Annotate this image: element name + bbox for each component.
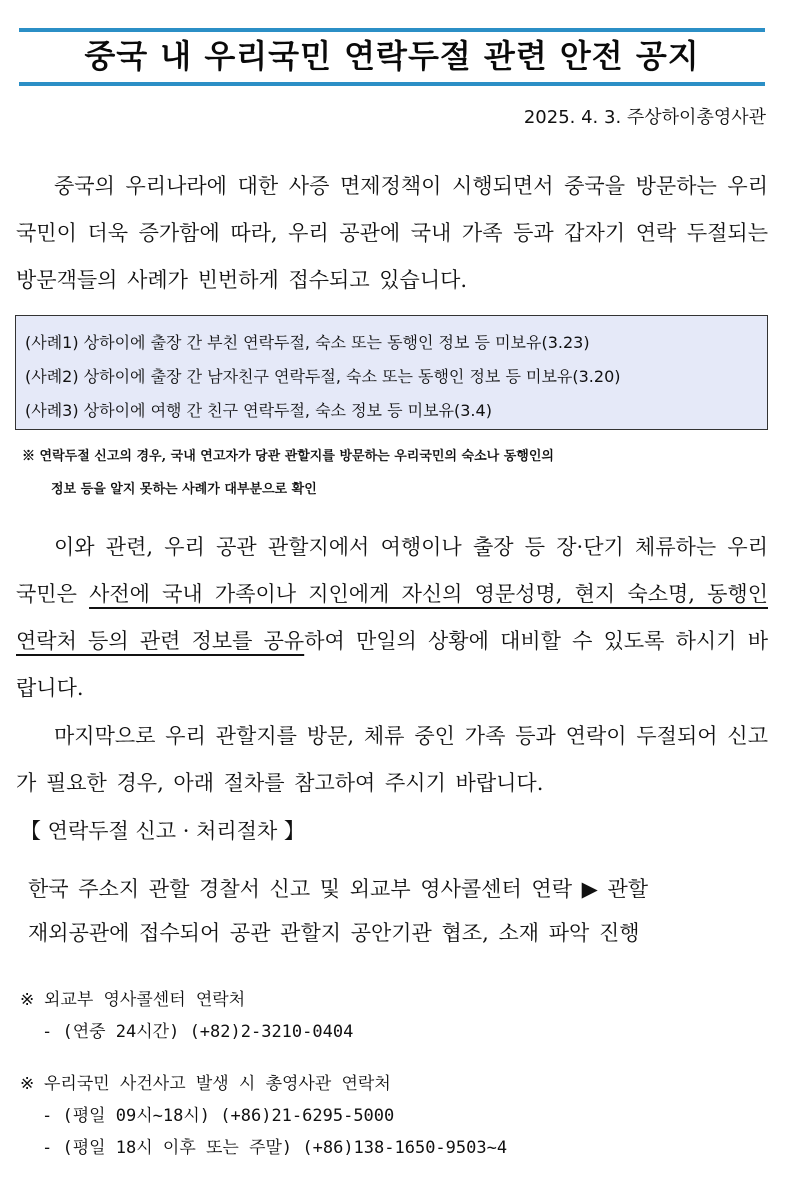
procedure-line: 재외공관에 접수되어 공관 관할지 공안기관 협조, 소재 파악 진행 [28,921,640,945]
date-issuer: 2025. 4. 3. 주상하이총영사관 [523,107,766,128]
advice-text-before: 이와 관련, 우리 공관 관할지에서 여행이나 출장 등 장·단기 체류하는 우리국민은 [16,535,768,606]
intro-paragraph [16,163,768,304]
procedure-heading: 【 연락두절 신고 · 처리절차 】 [20,819,305,843]
closing-paragraph [16,713,768,807]
contact-item: - (평일 18시 이후 또는 주말) (+86)138-1650-9503~4 [42,1138,508,1158]
case-item: (사례3) 상하이에 여행 간 친구 연락두절, 숙소 정보 등 미보유(3.4) [25,401,492,420]
reference-mark: ※ [20,1074,35,1094]
title-bottom-rule [19,82,765,86]
procedure-steps [28,867,768,955]
contact-item: - (평일 09시~18시) (+86)21-6295-5000 [42,1106,395,1126]
contact-block-consulate [20,1068,760,1164]
advice-text-after: 하여 만일의 상황에 대비할 수 있도록 하시기 바랍니다. [16,629,768,700]
procedure-line: 한국 주소지 관할 경찰서 신고 및 외교부 영사콜센터 연락 ▶ 관할 [28,877,649,901]
case-note-line: 정보 등을 알지 못하는 사례가 대부분으로 확인 [51,482,317,497]
case-note-line: ※ 연락두절 신고의 경우, 국내 연고자가 당관 관할지를 방문하는 우리국민의 숙소나 동행인의 [22,449,554,464]
advice-underlined-text: 사전에 국내 가족이나 지인에게 자신의 영문성명, 현지 숙소명, 동행인 연락처 등의 관련 정보를 공유 [16,582,768,653]
case-item: (사례1) 상하이에 출장 간 부친 연락두절, 숙소 또는 동행인 정보 등 미보유(3.23) [25,333,590,352]
contact-block-call-center [20,984,760,1048]
title-top-rule [19,28,765,32]
contact-title: 외교부 영사콜센터 연락처 [44,990,246,1010]
contact-item: - (연중 24시간) (+82)2-3210-0404 [42,1022,354,1042]
reference-mark: ※ [20,990,35,1010]
case-item: (사례2) 상하이에 출장 간 남자친구 연락두절, 숙소 또는 동행인 정보 등 미보유(3.20) [25,367,621,386]
intro-text: 중국의 우리나라에 대한 사증 면제정책이 시행되면서 중국을 방문하는 우리국민이 더욱 증가함에 따라, 우리 공관에 국내 가족 등과 갑자기 연락 두절되는 방문객들의 사례가 빈번하게 접수되고 있습니다. [16,174,768,292]
case-note [22,440,768,506]
contact-title: 우리국민 사건사고 발생 시 총영사관 연락처 [44,1074,391,1094]
case-examples-box [15,315,768,430]
closing-text: 마지막으로 우리 관할지를 방문, 체류 중인 가족 등과 연락이 두절되어 신고가 필요한 경우, 아래 절차를 참고하여 주시기 바랍니다. [16,724,768,795]
page-title: 중국 내 우리국민 연락두절 관련 안전 공지 [84,37,700,75]
advice-paragraph [16,524,768,712]
